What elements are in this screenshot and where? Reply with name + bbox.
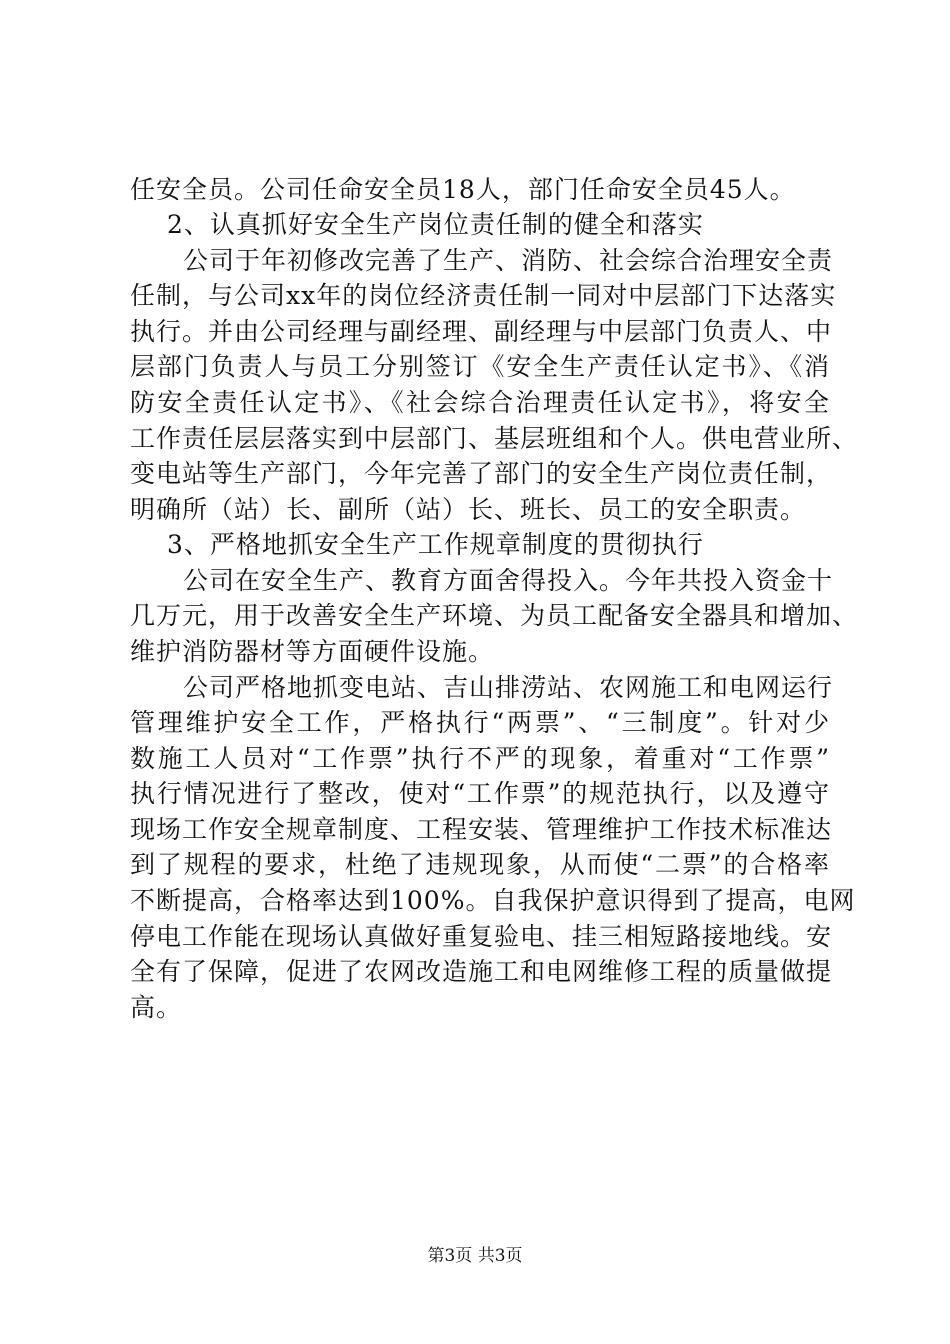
paragraph-line: 变电站等生产部门，今年完善了部门的安全生产岗位责任制，: [130, 459, 833, 488]
paragraph-line: 维护消防器材等方面硬件设施。: [130, 637, 495, 666]
paragraph-line: 执行。并由公司经理与副经理、副经理与中层部门负责人、中: [130, 317, 833, 346]
paragraph-line: 到了规程的要求，杜绝了违规现象，从而使“二票”的合格率: [130, 850, 830, 879]
paragraph-line: 防安全责任认定书》、《社会综合治理责任认定书》，将安全: [130, 388, 830, 417]
paragraph-line: 管理维护安全工作，严格执行“两票”、“三制度”。针对少: [130, 708, 830, 737]
section-heading: 3、严格地抓安全生产工作规章制度的贯彻执行: [167, 530, 704, 559]
section-heading: 2、认真抓好安全生产岗位责任制的健全和落实: [167, 210, 704, 239]
paragraph-line: 层部门负责人与员工分别签订《安全生产责任认定书》、《消: [130, 352, 830, 381]
paragraph-line: 明确所（站）长、副所（站）长、班长、员工的安全职责。: [130, 495, 807, 524]
paragraph-line: 高。: [130, 993, 183, 1022]
paragraph-line: 数施工人员对“工作票”执行不严的现象，着重对“工作票”: [130, 744, 830, 773]
paragraph-line: 停电工作能在现场认真做好重复验电、挂三相短路接地线。安: [130, 922, 833, 951]
paragraph-line: 几万元，用于改善安全生产环境、为员工配备安全器具和增加、: [130, 601, 859, 630]
paragraph-line: 公司在安全生产、教育方面舍得投入。今年共投入资金十: [183, 566, 834, 595]
paragraph-line: 任制，与公司xx年的岗位经济责任制一同对中层部门下达落实: [130, 281, 837, 310]
paragraph-line: 不断提高，合格率达到100%。自我保护意识得到了提高，电网: [130, 886, 856, 915]
paragraph-line: 任安全员。公司任命安全员18人，部门任命安全员45人。: [130, 175, 796, 204]
paragraph-line: 执行情况进行了整改，使对“工作票”的规范执行，以及遵守: [130, 779, 830, 808]
paragraph-line: 全有了保障，促进了农网改造施工和电网维修工程的质量做提: [130, 957, 833, 986]
page-footer: 第3页 共3页: [427, 1246, 523, 1266]
paragraph-line: 公司于年初修改完善了生产、消防、社会综合治理安全责: [183, 246, 834, 275]
paragraph-line: 现场工作安全规章制度、工程安装、管理维护工作技术标准达: [130, 815, 833, 844]
paragraph-line: 工作责任层层落实到中层部门、基层班组和个人。供电营业所、: [130, 424, 859, 453]
paragraph-line: 公司严格地抓变电站、吉山排涝站、农网施工和电网运行: [183, 673, 834, 702]
